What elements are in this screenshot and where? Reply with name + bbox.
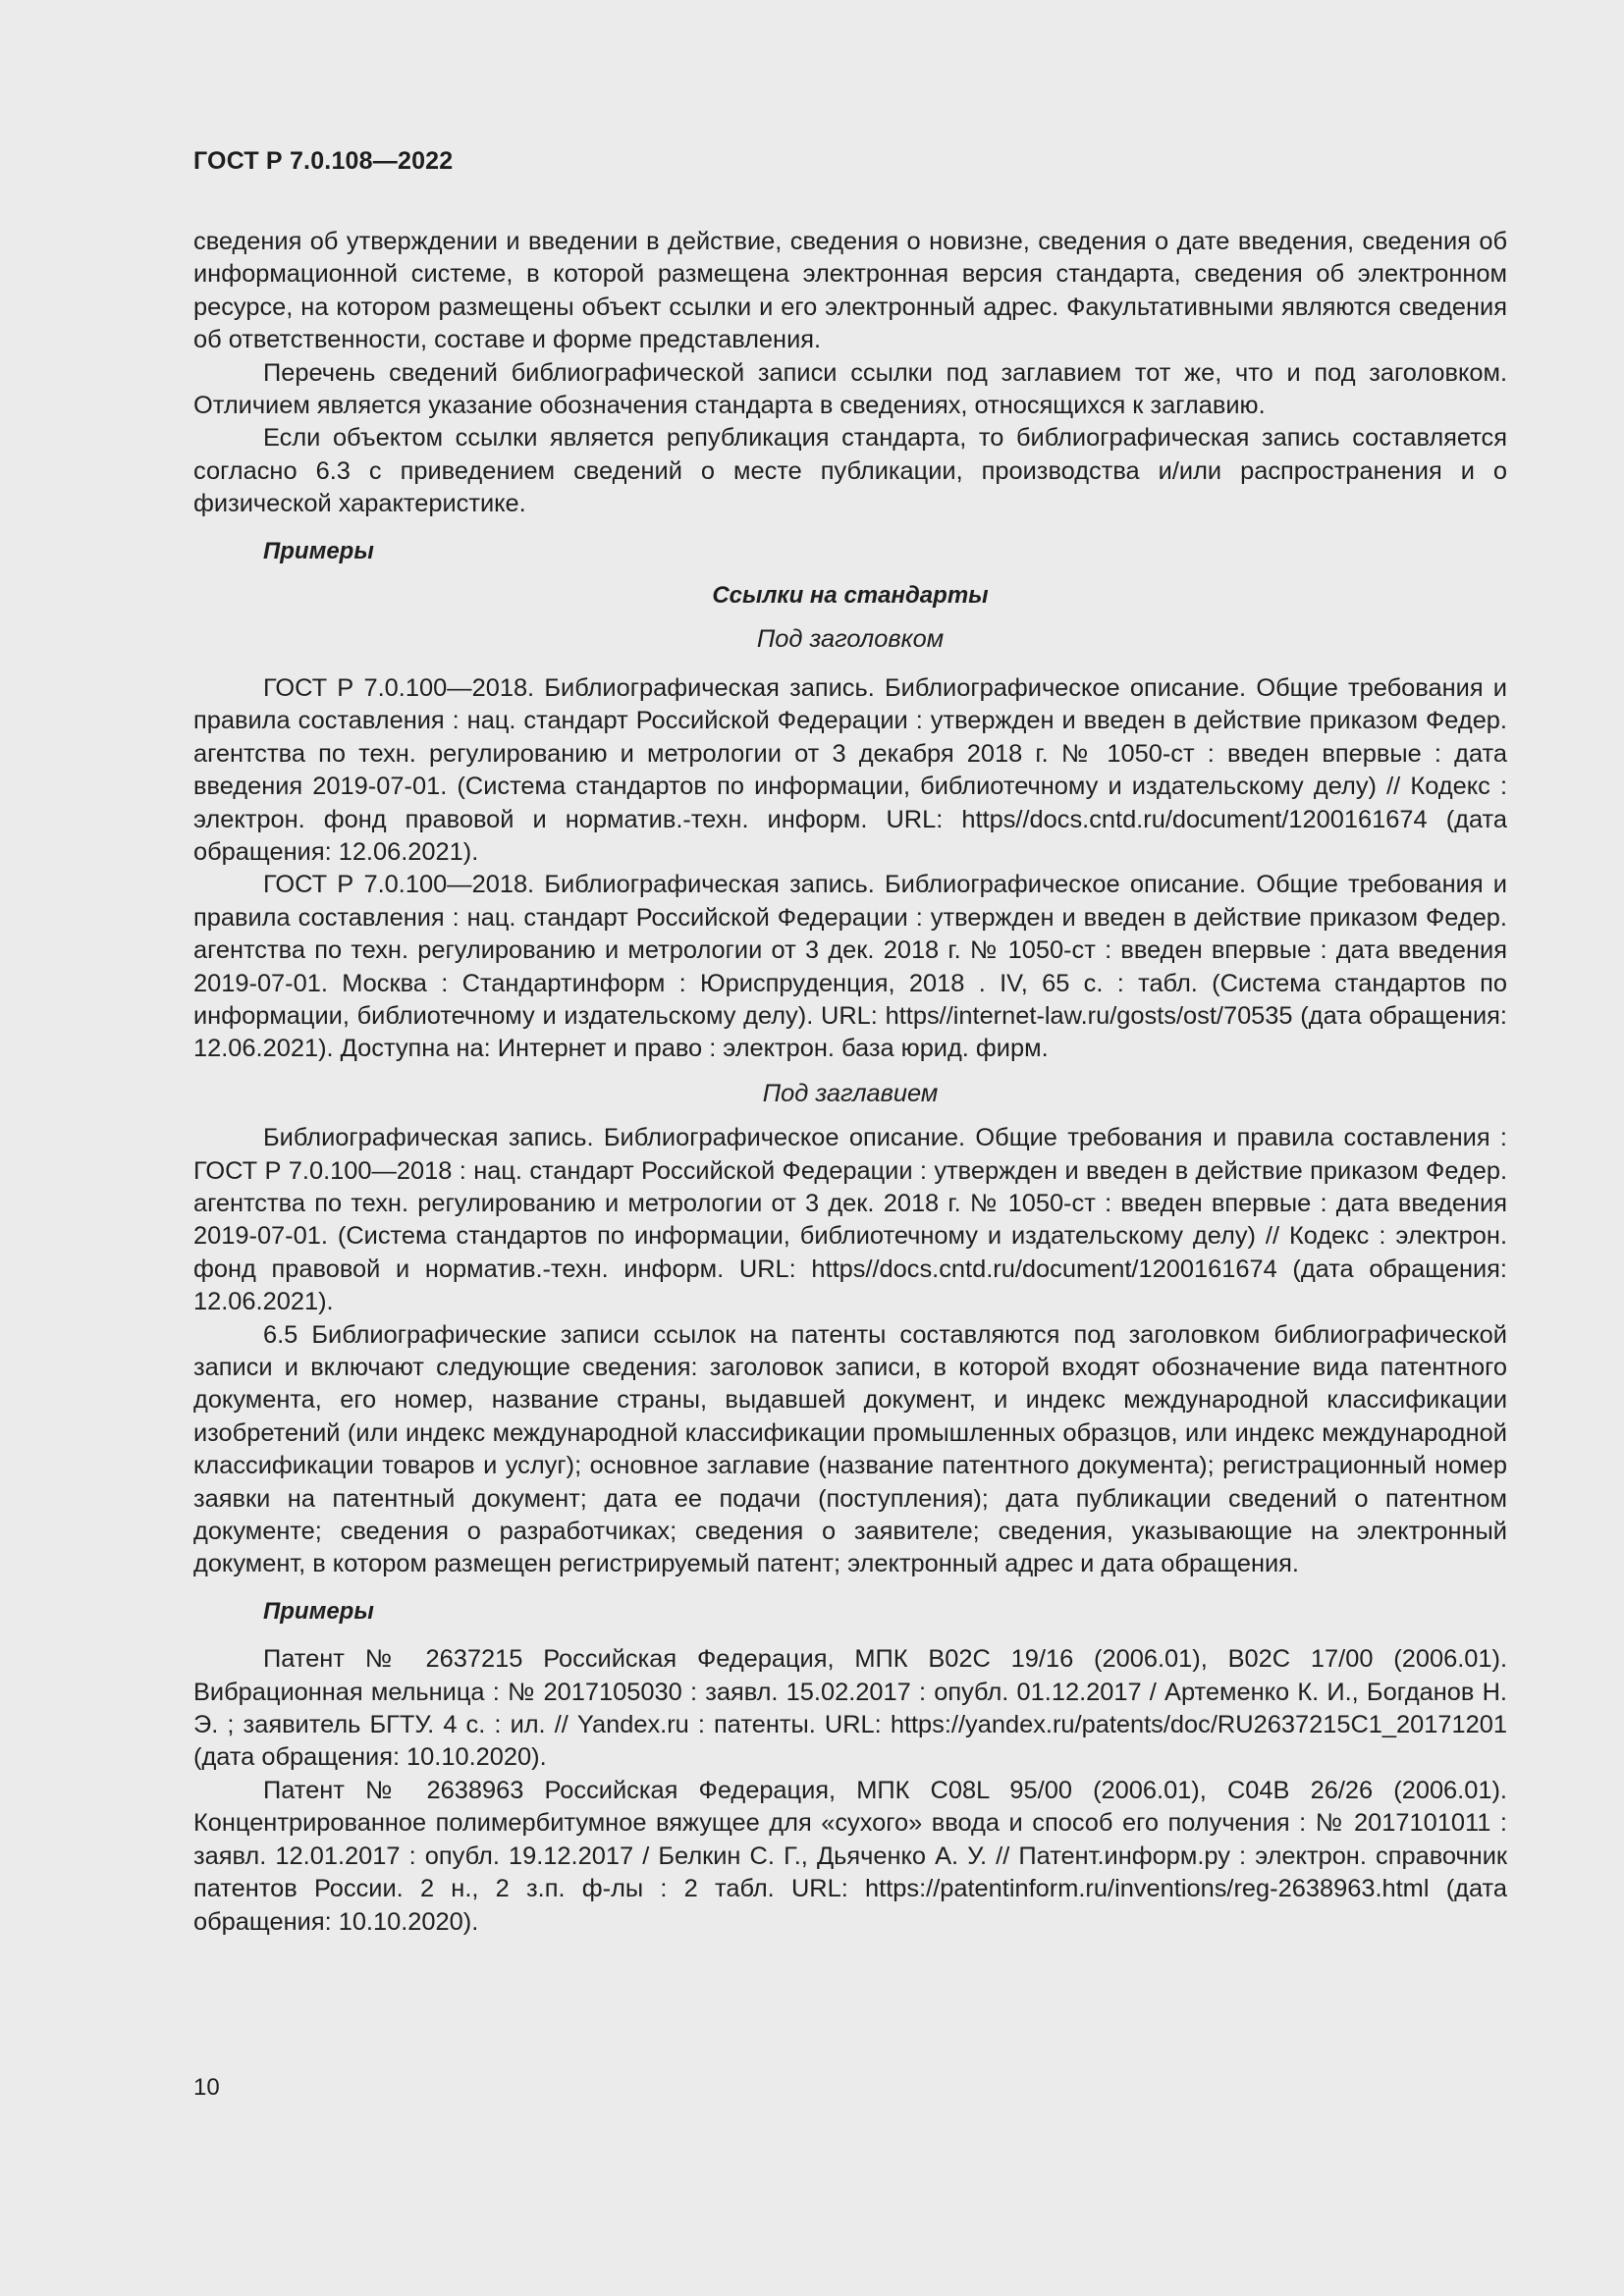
- subheading-standards: Ссылки на стандарты: [712, 582, 989, 610]
- examples-label: Примеры: [263, 537, 374, 564]
- example-standard-2: ГОСТ Р 7.0.100—2018. Библиографическая запись. Библиографическое описание. Общие требования и правила составления : нац. стандарт Российской Федерации : утвержден и введен в действие приказом Федер. агентства по техн. регулированию и метрологии от 3 дек. 2018 г. № 1050-ст : введен впервые : дата введения 2019-07-01. Москва : Стандартинформ : Юриспруденция, 2018 . IV, 65 с. : табл. (Система стандартов по информации, библиотечному и издательскому делу). URL: https//internet-law.ru/gosts/ost/70535 (дата обращения: 12.06.2021). Доступна на: Интернет и право : электрон. база юрид. фирм.: [193, 871, 1507, 1063]
- example-standard-3: Библиографическая запись. Библиографическое описание. Общие требования и правила составления : ГОСТ Р 7.0.100—2018 : нац. стандарт Российской Федерации : утвержден и введен в действие приказом Федер. агентства по техн. регулированию и метрологии от 3 дек. 2018 г. № 1050-ст : введен впервые : дата введения 2019-07-01. (Система стандартов по информации, библиотечному и издательскому делу) // Кодекс : электрон. фонд правовой и норматив.-техн. информ. URL: https//docs.cntd.ru/document/1200161674 (дата обращения: 12.06.2021).: [193, 1124, 1507, 1316]
- subheading-under-heading: Под заголовком: [756, 625, 945, 654]
- example-patent-1: Патент № 2637215 Российская Федерация, МПК B02C 19/16 (2006.01), B02C 17/00 (2006.01). Вибрационная мельница : № 2017105030 : заявл. 15.02.2017 : опубл. 01.12.2017 / Артеменко К. И., Богданов Н. Э. ; заявитель БГТУ. 4 с. : ил. // Yandex.ru : патенты. URL: https://yandex.ru/patents/doc/RU2637215C1_20171201 (дата обращения: 10.10.2020).: [193, 1645, 1507, 1772]
- example-patent-2: Патент № 2638963 Российская Федерация, МПК C08L 95/00 (2006.01), C04B 26/26 (2006.01). Концентрированное полимербитумное вяжущее для «сухого» ввода и способ его получения : № 2017101011 : заявл. 12.01.2017 : опубл. 19.12.2017 / Белкин С. Г., Дьяченко А. У. // Патент.информ.ру : электрон. справочник патентов России. 2 н., 2 з.п. ф-лы : 2 табл. URL: https://patentinform.ru/inventions/reg-2638963.html (дата обращения: 10.10.2020).: [193, 1776, 1507, 1936]
- subheading-under-title: Под заглавием: [762, 1079, 939, 1107]
- document-body: [193, 226, 1507, 1939]
- page-number: 10: [193, 2074, 220, 2101]
- paragraph-continuation: сведения об утверждении и введении в действие, сведения о новизне, сведения о дате введения, сведения об информационной системе, в которой размещена электронная версия стандарта, сведения об электронном ресурсе, на котором размещены объект ссылки и его электронный адрес. Факультативными являются сведения об ответственности, составе и форме представления.: [193, 228, 1507, 354]
- examples-label-patents: Примеры: [263, 1597, 374, 1625]
- paragraph-republication: Если объектом ссылки является републикация стандарта, то библиографическая запись составляется согласно 6.3 с приведением сведений о месте публикации, производства и/или распространения и о физической характеристике.: [193, 424, 1507, 518]
- document-header: ГОСТ Р 7.0.108—2022: [193, 147, 454, 175]
- example-standard-1: ГОСТ Р 7.0.100—2018. Библиографическая запись. Библиографическое описание. Общие требования и правила составления : нац. стандарт Российской Федерации : утвержден и введен в действие приказом Федер. агентства по техн. регулированию и метрологии от 3 декабря 2018 г. № 1050-ст : введен впервые : дата введения 2019-07-01. (Система стандартов по информации, библиотечному и издательскому делу) // Кодекс : электрон. фонд правовой и норматив.-техн. информ. URL: https//docs.cntd.ru/document/1200161674 (дата обращения: 12.06.2021).: [193, 673, 1507, 866]
- section-6-5: 6.5 Библиографические записи ссылок на патенты составляются под заголовком библиографической записи и включают следующие сведения: заголовок записи, в которой входят обозначение вида патентного документа, его номер, название страны, выдавшей документ, и индекс международной классификации изобретений (или индекс международной классификации промышленных образцов, или индекс международной классификации товаров и услуг); основное заглавие (название патентного документа); регистрационный номер заявки на патентный документ; дата ее подачи (поступления); дата публикации сведений о патентном документе; сведения о разработчиках; сведения о заявителе; сведения, указывающие на электронный документ, в котором размещен регистрируемый патент; электронный адрес и дата обращения.: [193, 1320, 1507, 1578]
- paragraph-title-entry: Перечень сведений библиографической записи ссылки под заглавием тот же, что и под заголовком. Отличием является указание обозначения стандарта в сведениях, относящихся к заглавию.: [193, 358, 1507, 420]
